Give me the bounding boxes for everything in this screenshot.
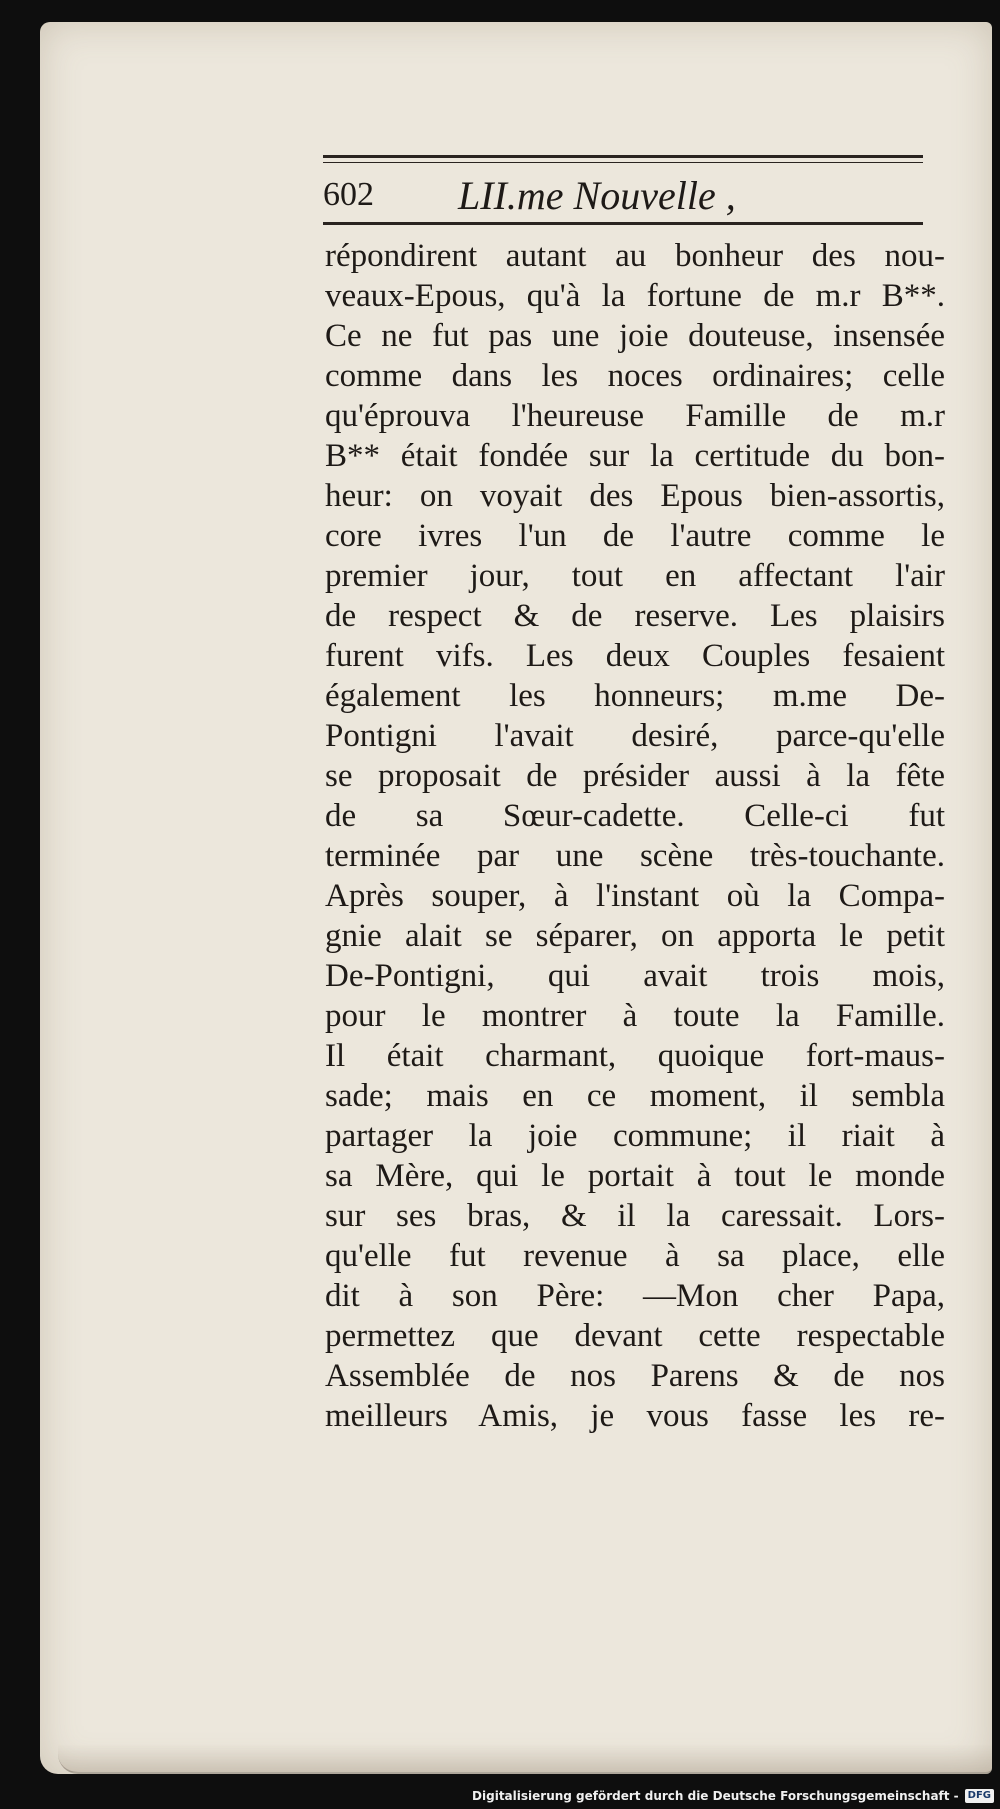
credit-text: Digitalisierung gefördert durch die Deutsche Forschungsgemeinschaft -	[472, 1789, 959, 1803]
text-line: heur: on voyait des Epous bien-assortis,	[325, 478, 945, 514]
text-line: meilleurs Amis, je vous fasse les re-	[325, 1398, 945, 1434]
text-line: pour le montrer à toute la Famille.	[325, 998, 945, 1034]
body-text	[325, 236, 945, 1436]
text-line: gnie alait se séparer, on apporta le petit	[325, 918, 945, 954]
text-line: répondirent autant au bonheur des nou-	[325, 238, 945, 274]
text-line: core ivres l'un de l'autre comme le	[325, 518, 945, 554]
text-line: Après souper, à l'instant où la Compa-	[325, 878, 945, 914]
running-title: LII.me Nouvelle ,	[458, 173, 736, 218]
text-line: Il était charmant, quoique fort-maus-	[325, 1038, 945, 1074]
text-line: Assemblée de nos Parens & de nos	[325, 1358, 945, 1394]
text-line: Ce ne fut pas une joie douteuse, insensée	[325, 318, 945, 354]
text-line: qu'elle fut revenue à sa place, elle	[325, 1238, 945, 1274]
text-line: de respect & de reserve. Les plaisirs	[325, 598, 945, 634]
text-line: également les honneurs; m.me De-	[325, 678, 945, 714]
text-line: De-Pontigni, qui avait trois mois,	[325, 958, 945, 994]
text-line: comme dans les noces ordinaires; celle	[325, 358, 945, 394]
text-line: premier jour, tout en affectant l'air	[325, 558, 945, 594]
header-rule-thin	[323, 162, 923, 163]
text-line: sade; mais en ce moment, il sembla	[325, 1078, 945, 1114]
page-header	[323, 172, 923, 224]
text-line: B** était fondée sur la certitude du bon-	[325, 438, 945, 474]
text-line: de sa Sœur-cadette. Celle-ci fut	[325, 798, 945, 834]
text-line: qu'éprouva l'heureuse Famille de m.r	[325, 398, 945, 434]
text-line: sur ses bras, & il la caressait. Lors-	[325, 1198, 945, 1234]
digitization-credit	[472, 1787, 994, 1805]
text-line: partager la joie commune; il riait à	[325, 1118, 945, 1154]
text-line: dit à son Père: —Mon cher Papa,	[325, 1278, 945, 1314]
dfg-logo: DFG	[965, 1789, 994, 1803]
text-line: veaux-Epous, qu'à la fortune de m.r B**.	[325, 278, 945, 314]
header-rule-thick	[323, 155, 923, 158]
text-line: permettez que devant cette respectable	[325, 1318, 945, 1354]
text-line: sa Mère, qui le portait à tout le monde	[325, 1158, 945, 1194]
text-line: Pontigni l'avait desiré, parce-qu'elle	[325, 718, 945, 754]
text-line: se proposait de présider aussi à la fête	[325, 758, 945, 794]
page-number: 602	[323, 176, 374, 213]
text-line: terminée par une scène très-touchante.	[325, 838, 945, 874]
text-line: furent vifs. Les deux Couples fesaient	[325, 638, 945, 674]
page-bottom-edge	[58, 1744, 992, 1774]
header-rule-bottom	[323, 222, 923, 225]
